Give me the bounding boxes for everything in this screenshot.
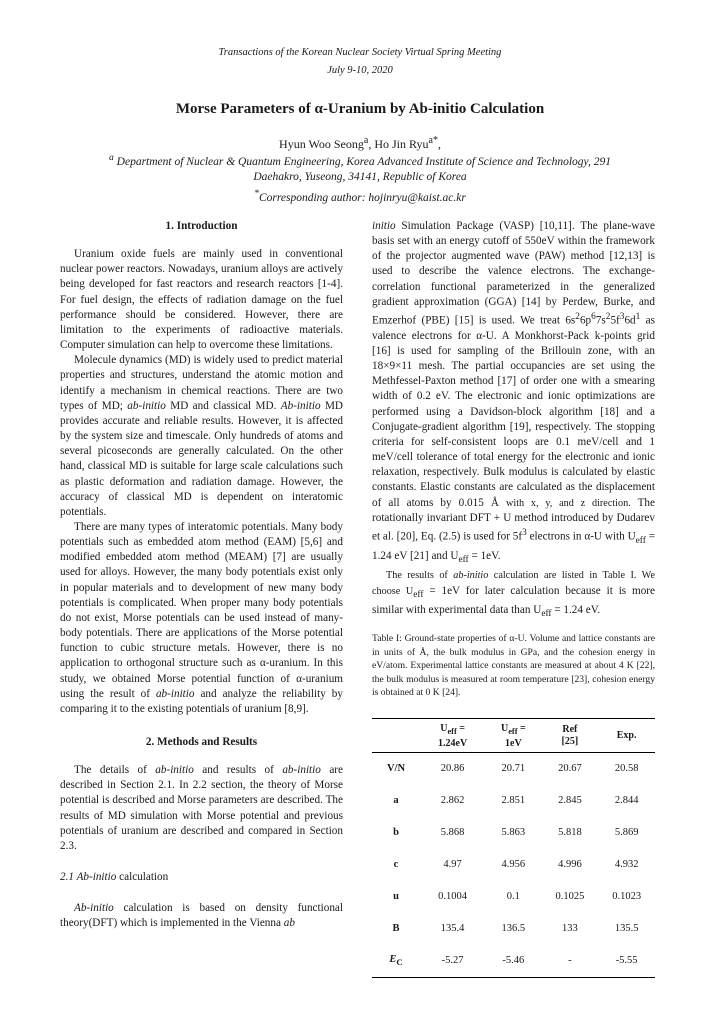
text-run: and analyze the reliability by comparing it to the existing potentials of uranium [8,9]. [60,687,343,715]
table-row [372,881,655,913]
table-header-cell [485,718,541,752]
table-cell: 135.4 [440,923,465,935]
subscript: eff [458,555,469,566]
conference-header [0,44,720,80]
methods-paragraph-1 [60,763,343,854]
table-cell: 5.868 [440,827,465,839]
author-1-affil-mark: a [363,135,369,146]
text-run: 5f [610,314,620,327]
row-label-text: a [393,795,399,807]
table-row [372,817,655,849]
superscript: 6 [591,311,596,322]
methods-paragraph-2 [60,901,343,931]
author-2-name: Ho Jin Ryu [374,137,429,151]
intro-paragraph-2 [60,353,343,520]
text-run: calculation is based on density functional theory(DFT) which is implemented in the Vienna [60,902,343,930]
author-tail: , [437,137,441,151]
affiliation-block [60,150,660,206]
text-run: The details of [74,764,156,777]
header-text: U [501,722,509,734]
corresponding-author-line [60,186,660,206]
left-column [60,219,343,932]
table-cell: 136.5 [501,923,526,935]
header-text: U [440,722,448,734]
text-run: Simulation Package (VASP) [10,11]. The plane-wave basis set with an energy cutoff of 550eV within the framework of the projector augmented wave (PAW) method [12,13] is used to describe the valence electrons. The exchange-correlation functional parameterized in the generalized gradient approximation (GGA) [14] by Perdew, Burke, and Emzerhof (PBE) [15] is used. We treat 6s [372,220,655,327]
text-run-small: calculation are listed in Table I. We choose U [372,570,655,597]
table-cell: 4.97 [443,859,462,871]
section-heading-introduction: 1. Introduction [165,220,238,232]
text-run: = 1eV for later calculation because it is more similar with experimental data than U [372,584,655,616]
table-cell: 2.844 [614,795,639,807]
table-header-row [372,718,655,752]
table-row [372,785,655,817]
header-subscript: eff [447,726,457,736]
header-text: Ref [562,724,578,736]
row-label [372,881,420,913]
text-run: are described in Section 2.1. In 2.2 section, the theory of Morse potential is described and Morse parameters are described. The results of MD simulation with Morse potential and previous potentials of uranium are described and compared in Section 2.3. [60,764,343,852]
row-label [372,817,420,849]
subsection-italic: 2.1 Ab-initio [60,871,117,884]
italic-term: Ab-initio [74,902,114,915]
table-cell: 0.1 [506,891,520,903]
text-run-small: with x, y, and z direction. [506,497,631,509]
text-run: Molecule dynamics (MD) is widely used to predict material properties and structures, understand the atomic motion and identify a mechanism in chemical reactions. There are two types of MD; [60,354,343,412]
text-run: The rotationally invariant DFT + U method introduced by Dudarev et al. [20], Eq. (2.5) is used for 5f [372,496,655,543]
italic-term: ab-initio [155,687,195,700]
table-row [372,945,655,978]
author-separator: , [368,137,375,151]
affiliation-text-1: Department of Nuclear & Quantum Engineering, Korea Advanced Institute of Science and Technology, 291 [113,155,611,168]
subscript: eff [413,589,424,600]
italic-term: ab-initio [453,570,489,582]
table-header-cell [598,718,655,752]
results-paragraph [372,568,655,622]
text-run: 7s [595,314,606,327]
subscript: eff [541,609,552,620]
header-line-1: Transactions of the Korean Nuclear Society Virtual Spring Meeting [218,47,502,58]
methods-paragraph-2-continued [372,219,655,568]
table-cell: 2.862 [440,795,465,807]
row-label-text: b [393,827,399,839]
table-row [372,752,655,785]
affiliation-line-1 [60,150,660,170]
corresponding-author: Corresponding author: hojinryu@kaist.ac.kr [258,191,466,204]
table-cell: 20.86 [440,763,465,775]
header-line-2: July 9-10, 2020 [327,65,393,76]
italic-term: ab-initio [155,764,194,777]
intro-paragraph-1: Uranium oxide fuels are mainly used in conventional nuclear power reactors. Nowadays, uranium alloys are actively being developed for fast reactors and research reactors [1-4]. For fuel design, the effects of radiation damage on the fuel performance should be considered. However, there are limitation to the experiments of radioactive materials. Computer simulation can help to overcome these limitations. [60,248,343,352]
italic-term: ab [283,917,295,930]
table-row [372,849,655,881]
text-run: = 1eV. [468,549,501,562]
table-header-cell [420,718,485,752]
intro-paragraph-3 [60,520,343,717]
row-label-text: c [393,859,399,871]
subsection-heading-2-1 [60,870,343,885]
subsection-plain: calculation [116,871,169,884]
section-heading-methods: 2. Methods and Results [145,736,258,748]
row-label [372,785,420,817]
text-run: as valence electrons for α-U. A Monkhorst-Pack k-points grid [16] is used for sampling of the Brillouin zone, with an 18×9×11 mesh. The partial occupancies are set using the Methfessel-Paxton method [17] of order one with a smearing width of 0.2 eV. The electronic and ionic optimizations are performed using a Davidson-block algorithm [18] and a Conjugate-gradient algorithm [19], respectively. The stopping criteria for self-consistent loops are 0.1 meV/cell and 1 meV/cell tolerance of total energy for the electronic and ionic relaxation, respectively. Bulk modulus is calculated by elastic constants. Elastic constants are calculated as the displacement of all atoms by 0.015 Å [372,314,655,509]
table-cell: 4.996 [558,859,582,871]
row-label [372,752,420,785]
affiliation-line-2: Daehakro, Yuseong, 34141, Republic of Korea [253,171,467,184]
table-cell: -5.27 [441,955,464,967]
table-cell: 0.1025 [555,891,585,903]
superscript: 1 [635,311,641,322]
row-label-subscript: C [396,956,403,967]
header-text: = [517,722,526,734]
text-run: MD and classical MD. [165,399,281,412]
row-label-text: u [393,891,399,903]
table-cell: 0.1004 [438,891,468,903]
table-header-cell [372,718,420,752]
table-cell: - [568,955,572,967]
row-label [372,849,420,881]
table-cell: 2.845 [558,795,582,807]
text-run: = 1.24 eV. [551,603,601,616]
table-cell: 20.71 [501,763,526,775]
italic-term: Ab-initio [280,399,321,412]
superscript: 3 [619,311,625,322]
superscript: 3 [522,527,527,538]
italic-term: initio [372,220,396,232]
text-run: MD provides accurate and reliable results. However, it is affected by the system size and timescale. Only hundreds of atoms and several picoseconds are generally calculated. On the other hand, classical MD is suitable for large scale calculations such as plastic deformation and radiation damage. However, the accuracy of classical MD is dependent on interatomic potentials. [60,399,343,518]
table-cell: 4.932 [614,859,639,871]
table-cell: 5.869 [614,827,639,839]
table-cell: 4.956 [501,859,526,871]
table-cell: 2.851 [501,795,526,807]
table-header-cell [542,718,599,752]
italic-term: ab-initio [127,399,166,412]
text-run-small: The results of [386,570,454,582]
author-2-affil-mark: a* [428,135,438,146]
text-run: electrons in α-U with U [526,530,636,543]
header-subscript: eff [508,726,518,736]
properties-table [372,718,655,978]
table-cell: 0.1023 [612,891,642,903]
subscript: eff [635,535,646,546]
superscript: 2 [605,311,611,322]
row-label-text: B [392,923,400,935]
header-text: = [456,722,465,734]
header-text: 1eV [505,737,522,749]
table-cell: 5.818 [558,827,582,839]
table-cell: 135.5 [614,923,639,935]
header-text: 1.24eV [438,737,468,749]
italic-term: ab-initio [282,764,321,777]
table-cell: 5.863 [501,827,526,839]
table-cell: 20.58 [614,763,639,775]
header-text: Exp. [616,730,637,742]
row-label-text: E [389,953,397,965]
table-caption: Table I: Ground-state properties of α-U. Volume and lattice constants are in units of Å, the bulk modulus in GPa, and the cohesion energy in eV/atom. Experimental lattice constants are measured at about 4 K [22], the bulk modulus is measured at room temperature [23], cohesion energy is obtained at 0 K [24]. [372,633,655,699]
right-column [372,219,655,978]
text-run: There are many types of interatomic potentials. Many body potentials such as embedded atom method (EAM) [5,6] and modified embedded atom method (MEAM) [7] are usually used for alloys. However, the many body potentials exist only in popular materials and to development of new many body potentials is complicated. When proper many body potentials do not exist, Morse potentials can be used instead of many-body potentials. There are applications of the Morse potential function to cubic structure metals. However, there is no application to orthogonal structure such as α-uranium. In this study, we obtained Morse potential function of α-uranium using the result of [60,520,343,700]
text-run: 6d [624,314,636,327]
table-cell: 20.67 [558,763,582,775]
paper-title: Morse Parameters of α-Uranium by Ab-initio Calculation [175,101,545,117]
corresponding-mark: * [254,187,259,199]
table-cell: -5.55 [615,955,638,967]
text-run: 6p [579,314,592,327]
table-cell: -5.46 [502,955,525,967]
text-run: = 1.24 eV [21] and U [372,530,656,562]
table-row [372,913,655,945]
author-1-name: Hyun Woo Seong [279,137,364,151]
affiliation-mark-a: a [109,152,114,163]
table-cell: 133 [562,923,578,935]
row-label-text: V/N [386,763,406,775]
text-run: and results of [193,764,283,777]
row-label [372,913,420,945]
row-label [372,945,420,978]
header-text: [25] [561,736,579,748]
superscript: 2 [575,311,580,322]
